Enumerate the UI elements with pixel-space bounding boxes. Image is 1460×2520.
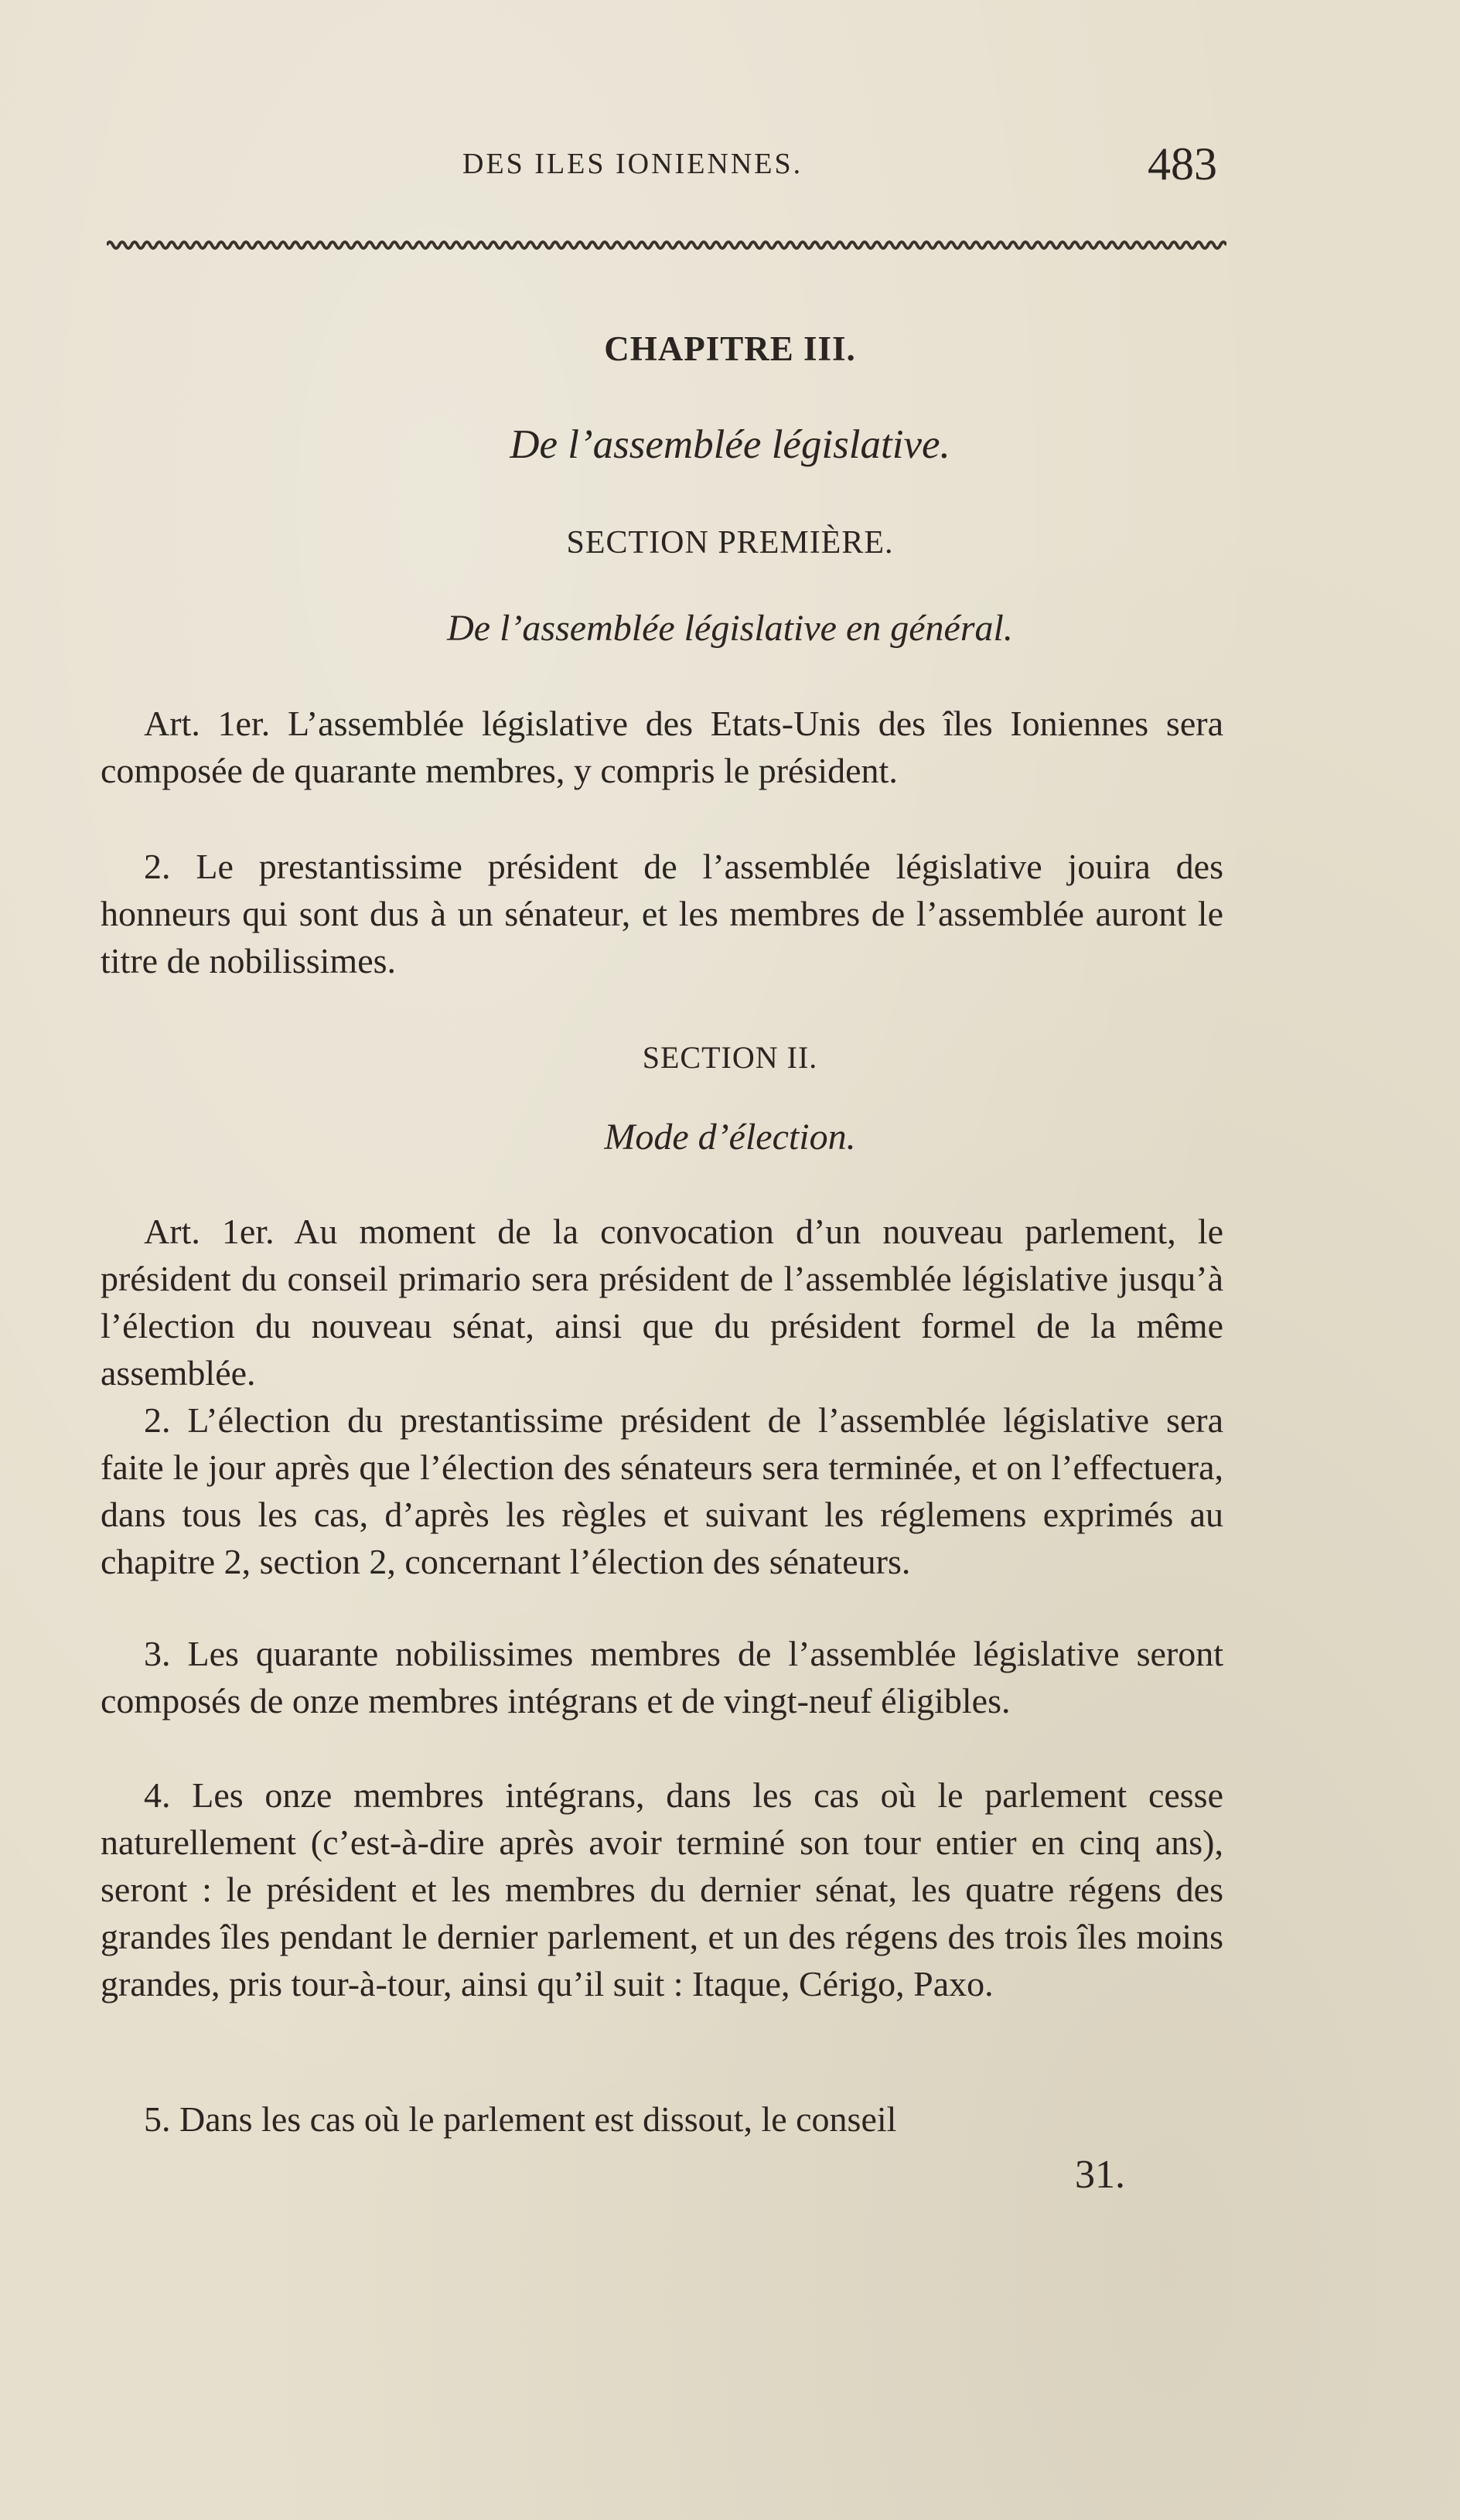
decorative-wavy-rule <box>107 236 1226 254</box>
section-2-heading: SECTION II. <box>642 1040 818 1075</box>
section-1-article-1: Art. 1er. L’assemblée législative des Etats-Unis des îles Ioniennes sera composée de quarante membres, y compris le président. <box>101 704 1223 790</box>
section-2-article-5: 5. Dans les cas où le parlement est dissout, le conseil <box>144 2099 897 2139</box>
section-2-subtitle: Mode d’élection. <box>604 1117 856 1158</box>
chapter-subtitle: De l’assemblée législative. <box>510 422 950 467</box>
section-1-heading: SECTION PREMIÈRE. <box>566 525 894 561</box>
page-number: 483 <box>1148 138 1217 189</box>
section-1-subtitle: De l’assemblée législative en général. <box>447 608 1013 649</box>
chapter-heading: CHAPITRE III. <box>604 329 856 368</box>
section-2-article-3: 3. Les quarante nobilissimes membres de l’assemblée législative seront composés de onze membres intégrans et de vingt-neuf éligibles. <box>101 1634 1223 1720</box>
running-head <box>0 138 1460 201</box>
section-1-article-2: 2. Le prestantissime président de l’assemblée législative jouira des honneurs qui sont dus à un sénateur, et les membres de l’assemblée auront le titre de nobilissimes. <box>101 847 1223 980</box>
section-2-article-1: Art. 1er. Au moment de la convocation d’un nouveau parlement, le président du conseil primario sera président de l’assemblée législative jusqu’à l’élection du nouveau sénat, ainsi que du président formel de la même assemblée. <box>101 1212 1223 1393</box>
signature-mark: 31. <box>1075 2153 1125 2197</box>
section-2-article-4: 4. Les onze membres intégrans, dans les cas où le parlement cesse naturellement (c’est-à-dire après avoir terminé son tour entier en cinq ans), seront : le président et les membres du dernier sénat, les quatre régens des grandes îles pendant le dernier parlement, et un des régens des trois îles moins grandes, pris tour-à-tour, ainsi qu’il suit : Itaque, Cérigo, Paxo. <box>101 1775 1223 2003</box>
section-2-article-2: 2. L’élection du prestantissime président de l’assemblée législative sera faite le jour après que l’élection des sénateurs sera terminée, et on l’effectuera, dans tous les cas, d’après les règles et suivant les réglemens exprimés au chapitre 2, section 2, concernant l’élection des sénateurs. <box>101 1400 1223 1581</box>
running-head-title: DES ILES IONIENNES. <box>462 148 803 180</box>
